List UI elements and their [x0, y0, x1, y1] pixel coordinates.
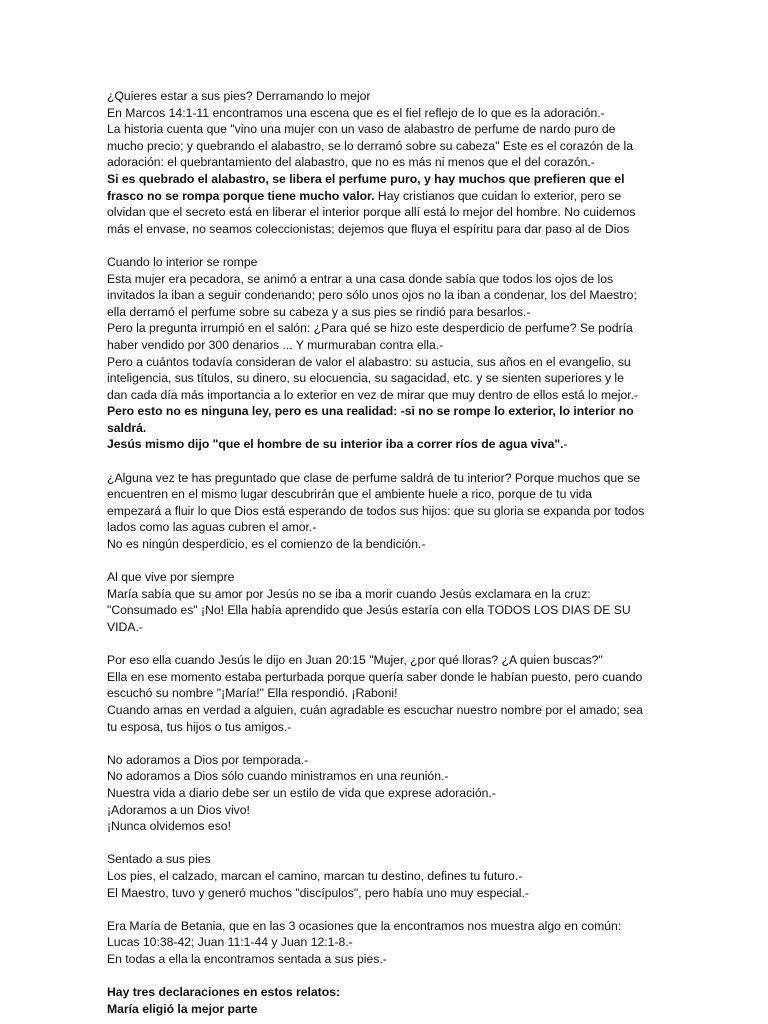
text-line — [107, 221, 667, 238]
text-line — [107, 1001, 667, 1018]
text: invitados la iban a seguir condenando; pero sólo unos ojos no la iban a condenar, los del Maestro; — [107, 288, 637, 303]
paragraph — [107, 88, 667, 237]
text: Pero a cuántos todavía consideran de valor el alabastro: su astucia, sus años en el evangelio, su — [107, 354, 631, 369]
text: "Consumado es" ¡No! Ella había aprendido que Jesús estaría con ella TODOS LOS DIAS DE SU — [107, 603, 631, 618]
text-line — [107, 885, 667, 902]
paragraph-gap — [107, 453, 667, 470]
text-line — [107, 420, 667, 437]
text: olvidan que el secreto está en liberar el interior porque allí está lo mejor del hombre. No cuidemos — [107, 205, 636, 220]
text-line — [107, 602, 667, 619]
text-line — [107, 387, 667, 404]
text: haber vendido por 300 denarios ... Y murmuraban contra ella.- — [107, 337, 444, 352]
text-line — [107, 586, 667, 603]
text: encuentren en el mismo lugar descubrirán que el ambiente huele a rico, porque de tu vida — [107, 487, 593, 502]
text-line — [107, 138, 667, 155]
text-line — [107, 271, 667, 288]
text-line — [107, 752, 667, 769]
text-line — [107, 171, 667, 188]
text-line — [107, 652, 667, 669]
bold-text: Hay tres declaraciones en estos relatos: — [107, 985, 341, 1000]
text: Al que vive por siempre — [107, 570, 235, 585]
paragraph-gap — [107, 967, 667, 984]
text: mucho precio; y quebrando el alabastro, se lo derramó sobre su cabeza" Este es el corazón de la — [107, 138, 633, 153]
text: No adoramos a Dios por temporada.- — [107, 752, 309, 767]
text: dan cada día más importancia a lo exterior en vez de mirar que muy dentro de ellos está lo mejor.- — [107, 387, 639, 402]
text-line — [107, 719, 667, 736]
text-line — [107, 105, 667, 122]
text: Pero la pregunta irrumpió en el salón: ¿Para qué se hizo este desperdicio de perfume? Se podría — [107, 321, 633, 336]
paragraph-gap — [107, 636, 667, 653]
text: ¿Alguna vez te has preguntado que clase de perfume saldrá de tu interior? Porque muchos que se — [107, 470, 641, 485]
text-line — [107, 802, 667, 819]
text-line — [107, 403, 667, 420]
text-line — [107, 470, 667, 487]
text: En Marcos 14:1-11 encontramos una escena que es el fiel reflejo de lo que es la adoración.- — [107, 105, 605, 120]
text-line — [107, 486, 667, 503]
text-line — [107, 188, 667, 205]
text-line — [107, 768, 667, 785]
text: No es ningún desperdicio, es el comienzo de la bendición.- — [107, 537, 426, 552]
text-line — [107, 370, 667, 387]
text-line — [107, 304, 667, 321]
paragraph — [107, 984, 667, 1017]
text-line — [107, 984, 667, 1001]
text-line — [107, 702, 667, 719]
text-line — [107, 619, 667, 636]
text: VIDA.- — [107, 620, 143, 634]
text-line — [107, 436, 667, 453]
text: No adoramos a Dios sólo cuando ministramos en una reunión.- — [107, 769, 449, 784]
text-line — [107, 669, 667, 686]
text-line — [107, 536, 667, 553]
text-line — [107, 868, 667, 885]
text: inteligencia, sus títulos, su dinero, su elocuencia, su sagacidad, etc. y se sienten superiores y le — [107, 371, 624, 386]
bold-text: Pero esto no es ninguna ley, pero es una realidad: -si no se rompe lo exterior, lo interior no — [107, 404, 634, 419]
text: adoración: el quebrantamiento del alabastro, que no es más ni menos que el del corazón.- — [107, 155, 595, 170]
text: Era María de Betania, que en las 3 ocasiones que la encontramos nos muestra algo en común: — [107, 918, 622, 933]
paragraph — [107, 752, 667, 835]
text: más el envase, no seamos coleccionistas; dejemos que fluya el espíritu para dar paso al de Dios — [107, 221, 630, 236]
text-line — [107, 569, 667, 586]
text: tu esposa, tus hijos o tus amigos.- — [107, 719, 292, 734]
text: ¡Nunca olvidemos eso! — [107, 819, 231, 834]
text-line — [107, 121, 667, 138]
paragraph — [107, 470, 667, 553]
paragraph — [107, 851, 667, 901]
text: Sentado a sus pies — [107, 852, 211, 867]
text: La historia cuenta que "vino una mujer con un vaso de alabastro de perfume de nardo puro de — [107, 122, 616, 137]
text: Cuando lo interior se rompe — [107, 254, 258, 269]
paragraph — [107, 569, 667, 635]
text: Lucas 10:38-42; Juan 11:1-44 y Juan 12:1-8.- — [107, 935, 353, 950]
text: Hay cristianos que cuidan lo exterior, pero se — [374, 188, 622, 203]
text-line — [107, 785, 667, 802]
paragraph — [107, 254, 667, 453]
bold-text: Si es quebrado el alabastro, se libera el perfume puro, y hay muchos que prefieren que el — [107, 171, 625, 186]
text-line — [107, 254, 667, 271]
text-line — [107, 154, 667, 171]
text-line — [107, 685, 667, 702]
text: El Maestro, tuvo y generó muchos "discípulos", pero había uno muy especial.- — [107, 885, 529, 900]
document-page — [107, 88, 667, 1017]
text: escuchó su nombre "¡María!" Ella respondió. ¡Raboni! — [107, 686, 398, 701]
paragraph-gap — [107, 901, 667, 918]
paragraph-gap — [107, 835, 667, 852]
text-line — [107, 354, 667, 371]
text-line — [107, 519, 667, 536]
text: Esta mujer era pecadora, se animó a entrar a una casa donde sabía que todos los ojos de los — [107, 271, 614, 286]
text-line — [107, 287, 667, 304]
text: Cuando amas en verdad a alguien, cuán agradable es escuchar nuestro nombre por el amado; sea — [107, 702, 643, 717]
text-line — [107, 204, 667, 221]
text: Los pies, el calzado, marcan el camino, marcan tu destino, defines tu futuro.- — [107, 868, 523, 883]
bold-text: saldrá. — [107, 420, 147, 435]
text-line — [107, 88, 667, 105]
text-line — [107, 951, 667, 968]
text: empezará a fluir lo que Dios está esperando de todos sus hijos: que su gloria se expanda por todos — [107, 503, 645, 518]
text-line — [107, 934, 667, 951]
paragraph-gap — [107, 553, 667, 570]
bold-text: María eligió la mejor parte — [107, 1001, 258, 1016]
paragraph — [107, 652, 667, 735]
text-line — [107, 320, 667, 337]
text-line — [107, 818, 667, 835]
paragraph — [107, 918, 667, 968]
text: Por eso ella cuando Jesús le dijo en Juan 20:15 "Mujer, ¿por qué lloras? ¿A quien buscas?" — [107, 653, 603, 668]
paragraph-gap — [107, 237, 667, 254]
text-line — [107, 337, 667, 354]
text: María sabía que su amor por Jesús no se iba a morir cuando Jesús exclamara en la cruz: — [107, 586, 591, 601]
text: - — [563, 437, 568, 452]
text: Nuestra vida a diario debe ser un estilo de vida que exprese adoración.- — [107, 785, 496, 800]
text: ¡Adoramos a un Dios vivo! — [107, 802, 250, 817]
paragraph-gap — [107, 735, 667, 752]
bold-text: Jesús mismo dijo "que el hombre de su interior iba a correr ríos de agua viva". — [107, 437, 564, 452]
bold-text: frasco no se rompa porque tiene mucho valor. — [107, 188, 375, 203]
text: ¿Quieres estar a sus pies? Derramando lo mejor — [107, 89, 371, 103]
text: ella derramó el perfume sobre su cabeza y a sus pies se rindió para besarlos.- — [107, 304, 531, 319]
text: lados como las aguas cubren el amor.- — [107, 520, 317, 535]
text-line — [107, 918, 667, 935]
text-line — [107, 851, 667, 868]
text: En todas a ella la encontramos sentada a sus pies.- — [107, 951, 387, 966]
text-line — [107, 503, 667, 520]
text: Ella en ese momento estaba perturbada porque quería saber donde le habían puesto, pero cuando — [107, 669, 643, 684]
